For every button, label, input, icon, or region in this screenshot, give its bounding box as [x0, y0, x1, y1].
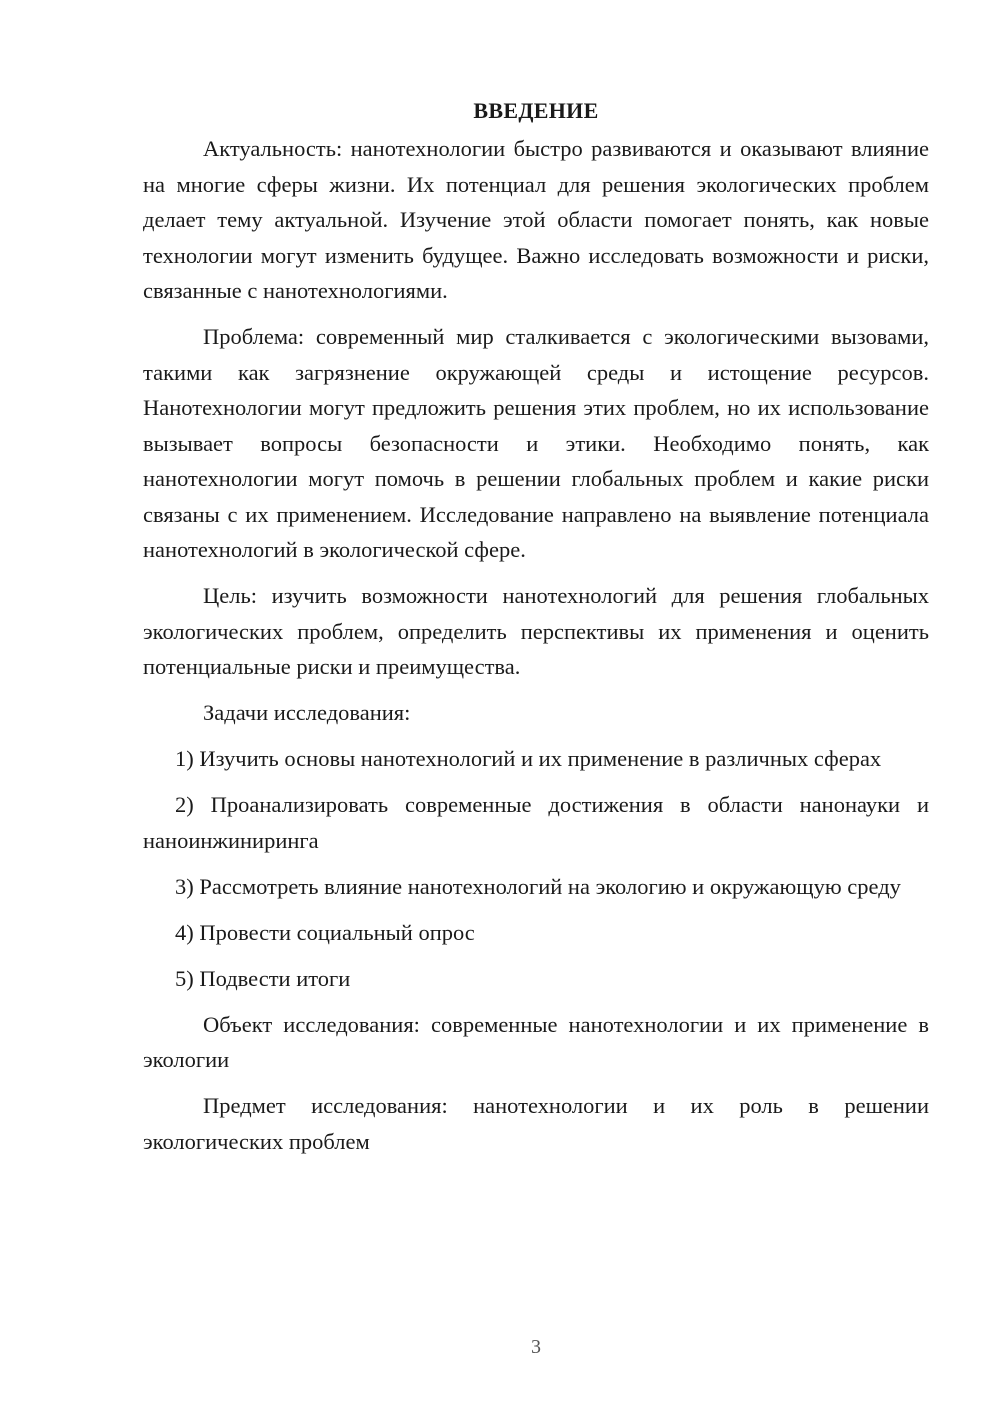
task-item-2: 2) Проанализировать современные достижения в области нанонауки и наноинжиниринга — [143, 792, 929, 853]
page-number: 3 — [531, 1336, 541, 1358]
section-heading: ВВЕДЕНИЕ — [473, 98, 599, 123]
tasks-heading: Задачи исследования: — [203, 700, 411, 725]
research-object-paragraph: Объект исследования: современные нанотехнологии и их применение в экологии — [143, 1011, 929, 1072]
goal-paragraph: Цель: изучить возможности нанотехнологий для решения глобальных экологических проблем, определить перспективы их применения и оценить потенциальные риски и преимущества. — [143, 583, 929, 679]
task-item-5: 5) Подвести итоги — [175, 965, 351, 991]
research-subject-paragraph: Предмет исследования: нанотехнологии и их роль в решении экологических проблем — [143, 1093, 929, 1154]
task-item-4: 4) Провести социальный опрос — [175, 919, 475, 945]
page-content — [143, 95, 929, 1170]
task-item-3: 3) Рассмотреть влияние нанотехнологий на экологию и окружающую среду — [175, 873, 901, 899]
problem-paragraph: Проблема: современный мир сталкивается с экологическими вызовами, такими как загрязнение окружающей среды и истощение ресурсов. Нанотехнологии могут предложить решения этих проблем, но их использование вызывает вопросы безопасности и этики. Необходимо понять, как нанотехнологии могут помочь в решении глобальных проблем и какие риски связаны с их применением. Исследование направлено на выявление потенциала нанотехнологий в экологической сфере. — [143, 324, 929, 562]
task-item-1: 1) Изучить основы нанотехнологий и их применение в различных сферах — [175, 746, 882, 771]
relevance-paragraph: Актуальность: нанотехнологии быстро развиваются и оказывают влияние на многие сферы жизни. Их потенциал для решения экологических проблем делает тему актуальной. Изучение этой области помогает понять, как новые технологии могут изменить будущее. Важно исследовать возможности и риски, связанные с нанотехнологиями. — [143, 136, 929, 303]
